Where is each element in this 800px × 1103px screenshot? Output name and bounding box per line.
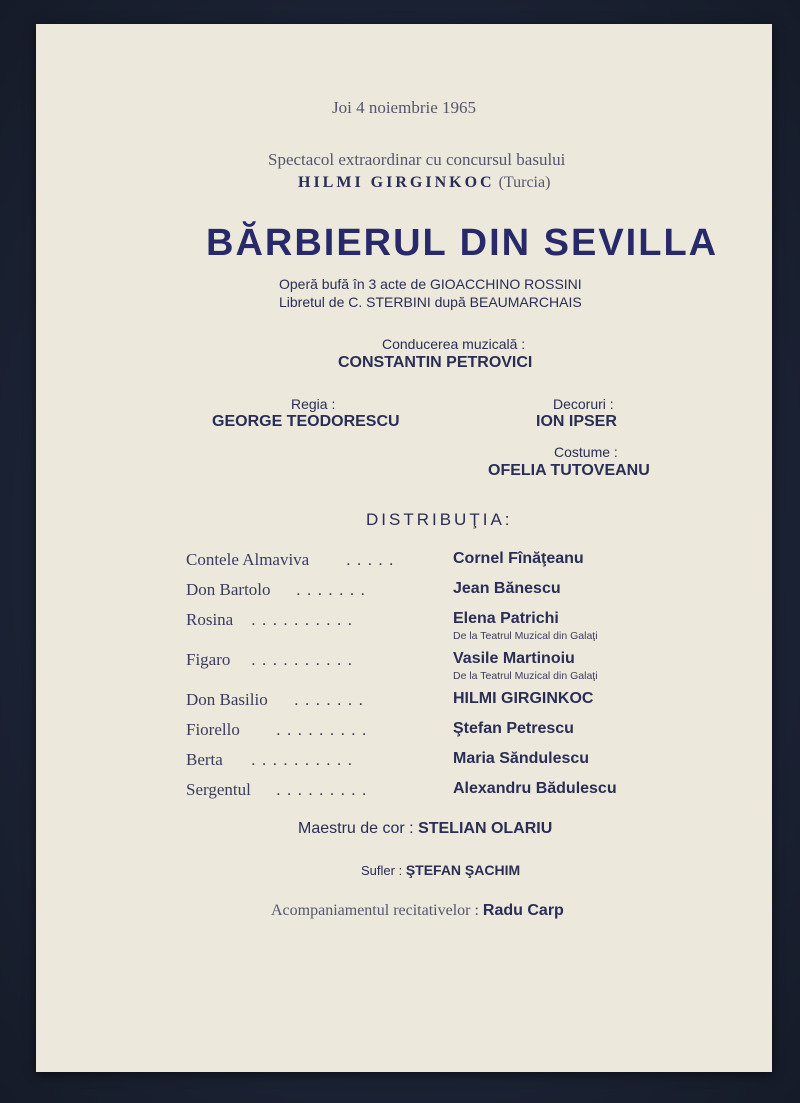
- cast-actor: Maria Săndulescu: [453, 750, 590, 767]
- special-performance-line: Spectacol extraordinar cu concursul basului: [268, 150, 566, 169]
- cast-role: Sergentul: [186, 780, 251, 799]
- cast-note: De la Teatrul Muzical din Galaţi: [453, 630, 598, 642]
- cast-row: [36, 610, 772, 650]
- cast-row: [36, 650, 772, 690]
- cast-actor: Elena Patrichi: [453, 610, 559, 627]
- cast-dots: ..........: [251, 610, 359, 629]
- opera-title: BĂRBIERUL DIN SEVILLA: [206, 222, 719, 264]
- sets-label: Decoruri :: [553, 396, 614, 412]
- prompter-label: Sufler :: [361, 863, 403, 878]
- costumes-label: Costume :: [554, 444, 618, 460]
- opera-subtitle-composer: Operă bufă în 3 acte de GIOACCHINO ROSSINI: [279, 276, 582, 292]
- cast-heading: DISTRIBUŢIA:: [366, 510, 513, 529]
- cast-actor: Ştefan Petrescu: [453, 720, 574, 737]
- direction-label: Regia :: [291, 396, 336, 412]
- cast-role: Don Bartolo: [186, 580, 271, 599]
- cast-dots: ..........: [251, 650, 359, 669]
- program-sheet: [36, 24, 772, 1072]
- cast-dots: .........: [276, 780, 373, 799]
- prompter-line: [361, 862, 520, 878]
- cast-dots: .......: [296, 580, 372, 599]
- recitative-label: Acompaniamentul recitativelor :: [271, 902, 479, 919]
- cast-dots: .......: [294, 690, 370, 709]
- cast-actor: Alexandru Bădulescu: [453, 780, 617, 797]
- guest-country: (Turcia): [498, 174, 551, 191]
- prompter-name: ŞTEFAN ŞACHIM: [405, 862, 521, 878]
- recitative-line: [271, 902, 564, 920]
- cast-role: Contele Almaviva: [186, 550, 310, 569]
- cast-role: Fiorello: [186, 720, 240, 739]
- costumes-name: OFELIA TUTOVEANU: [488, 462, 650, 479]
- guest-line: [298, 174, 550, 192]
- conducting-name: CONSTANTIN PETROVICI: [338, 354, 533, 371]
- cast-dots: .....: [346, 550, 400, 569]
- cast-role: Rosina: [186, 610, 234, 629]
- sets-name: ION IPSER: [536, 413, 617, 430]
- cast-dots: .........: [276, 720, 373, 739]
- chorus-label: Maestru de cor :: [298, 820, 414, 837]
- cast-role: Berta: [186, 750, 223, 769]
- cast-actor: Vasile Martinoiu: [453, 650, 575, 667]
- cast-dots: ..........: [251, 750, 359, 769]
- chorus-master-line: [298, 820, 552, 838]
- opera-subtitle-libretto: Libretul de C. STERBINI după BEAUMARCHAIS: [279, 294, 582, 310]
- direction-name: GEORGE TEODORESCU: [212, 413, 400, 430]
- cast-role: Figaro: [186, 650, 231, 669]
- guest-name: HILMI GIRGINKOC: [298, 174, 495, 191]
- performance-date: Joi 4 noiembrie 1965: [331, 98, 476, 117]
- cast-row: [36, 780, 772, 820]
- recitative-name: Radu Carp: [482, 902, 564, 919]
- cast-actor: Jean Bănescu: [453, 580, 561, 597]
- conducting-label: Conducerea muzicală :: [382, 336, 526, 352]
- chorus-name: STELIAN OLARIU: [418, 820, 553, 837]
- cast-actor: Cornel Fînăţeanu: [453, 550, 584, 567]
- cast-note: De la Teatrul Muzical din Galaţi: [453, 670, 598, 682]
- cast-actor: HILMI GIRGINKOC: [453, 690, 594, 707]
- cast-role: Don Basilio: [186, 690, 268, 709]
